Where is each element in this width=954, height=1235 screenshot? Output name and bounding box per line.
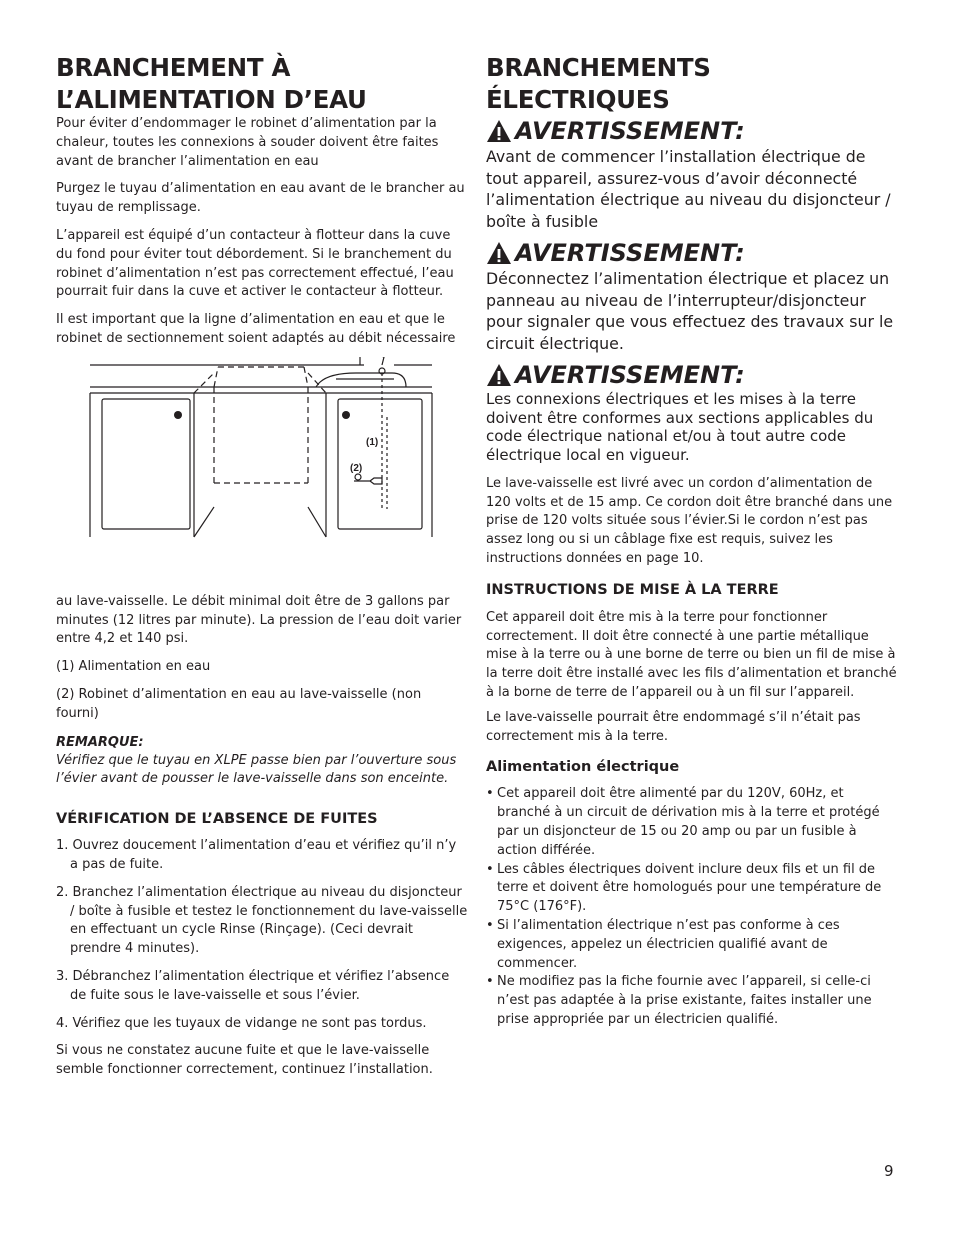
paragraph-solder: Pour éviter d’endommager le robinet d’alimentation par la chaleur, toutes les connexions à souder doivent être faites avant de brancher l’alimentation en eau: [56, 116, 439, 169]
electrical-title: BRANCHEMENTS ÉLECTRIQUES: [486, 53, 711, 114]
warning-label: AVERTISSEMENT:: [515, 361, 745, 389]
diagram-label-supply: (1): [366, 436, 379, 448]
paragraph-grounding-1: Cet appareil doit être mis à la terre pour fonctionner correctement. Il doit être connecté à une partie métallique mise à la terre ou à une borne de terre ou bien un fil de mise à la terre doit être installé avec les fils d’alimentation et branché à la borne de terre de l’appareil ou à un fil sur l’appareil.: [486, 609, 897, 700]
list-item: • Les câbles électriques doivent inclure deux fils et un fil de terre et doivent être homologués pour une température de 75°C (176°F).: [486, 861, 898, 917]
warning-heading-1: [486, 116, 898, 146]
installation-diagram: [54, 357, 436, 589]
warning-label: AVERTISSEMENT:: [515, 239, 745, 267]
warning-text-3: Les connexions électriques et les mises à la terre doivent être conformes aux sections applicables du code électrique national et/ou à tout autre code électrique local en vigueur.: [486, 390, 874, 465]
warning-heading-2: [486, 238, 898, 268]
diagram-label-valve: (2): [350, 462, 363, 474]
water-supply-title-line1: BRANCHEMENT À: [56, 53, 291, 82]
warning-label: AVERTISSEMENT:: [515, 117, 745, 145]
warning-text-2: Déconnectez l’alimentation électrique et placez un panneau au niveau de l’interrupteur/disjoncteur pour signaler que vous effectuez des travaux sur le circuit électrique.: [486, 269, 894, 353]
paragraph-float-switch: L’appareil est équipé d’un contacteur à flotteur dans la cuve du fond pour éviter tout débordement. Si le branchement du robinet d’alimentation n’est pas correctement effectué, l’eau pourrait fuir dans la cuve et activer le contacteur à flotteur.: [56, 227, 454, 300]
leak-check-heading: VÉRIFICATION DE L’ABSENCE DE FUITES: [56, 811, 378, 828]
list-item: • Cet appareil doit être alimenté par du 120V, 60Hz, et branché à un circuit de dérivation mis à la terre et protégé par un disjoncteur de 15 ou 20 amp ou par un fusible à action différée.: [486, 785, 898, 860]
legend-water-supply: (1) Alimentation en eau: [56, 659, 211, 675]
power-supply-heading: Alimentation électrique: [486, 759, 680, 776]
water-supply-title: [56, 52, 468, 116]
left-column: [56, 52, 468, 1089]
warning-text-1: Avant de commencer l’installation électrique de tout appareil, assurez-vous d’avoir déconnecté l’alimentation électrique au niveau du disjoncteur / boîte à fusible: [486, 147, 891, 231]
power-supply-list: [486, 785, 898, 1029]
list-item: 4. Vérifiez que les tuyaux de vidange ne sont pas tordus.: [56, 1015, 427, 1031]
warning-triangle-icon: [486, 119, 512, 143]
grounding-heading: INSTRUCTIONS DE MISE À LA TERRE: [486, 581, 779, 598]
warning-heading-3: [486, 360, 898, 390]
list-item: 3. Débranchez l’alimentation électrique et vérifiez l’absence de fuite sous le lave-vaisselle et sous l’évier.: [56, 968, 450, 1003]
paragraph-purge: Purgez le tuyau d’alimentation en eau avant de le brancher au tuyau de remplissage.: [56, 181, 465, 216]
warning-triangle-icon: [486, 363, 512, 387]
paragraph-grounding-2: Le lave-vaisselle pourrait être endommagé s’il n’était pas correctement mis à la terre.: [486, 709, 861, 744]
paragraph-flow-rate: au lave-vaisselle. Le débit minimal doit être de 3 gallons par minutes (12 litres par minute). La pression de l’eau doit varier entre 4,2 et 140 psi.: [56, 593, 462, 647]
page-number: 9: [884, 1162, 894, 1180]
paragraph-flow-intro: Il est important que la ligne d’alimentation en eau et que le robinet de sectionnement soient adaptés au débit nécessaire: [56, 312, 456, 346]
list-item: 1. Ouvrez doucement l’alimentation d’eau et vérifiez qu’il n’y a pas de fuite.: [56, 838, 457, 872]
paragraph-power-cord: Le lave-vaisselle est livré avec un cordon d’alimentation de 120 volts et de 15 amp. Ce cordon doit être branché dans une prise de 120 volts située sous l’évier.Si le cordon n’est pas assez long ou si un câblage fixe est requis, suivez les instructions données en page 10.: [486, 475, 893, 566]
list-item: • Ne modifiez pas la fiche fournie avec l’appareil, si celle-ci n’est pas adaptée à la prise existante, faites installer une prise appropriée par un électricien qualifié.: [486, 973, 898, 1029]
list-item: • Si l’alimentation électrique n’est pas conforme à ces exigences, appelez un électricien qualifié avant de commencer.: [486, 917, 898, 973]
note-text: Vérifiez que le tuyau en XLPE passe bien par l’ouverture sous l’évier avant de pousser le lave-vaisselle dans son enceinte.: [56, 752, 457, 787]
water-supply-title-line2: L’ALIMENTATION D’EAU: [56, 85, 367, 114]
warning-triangle-icon: [486, 241, 512, 265]
paragraph-closing: Si vous ne constatez aucune fuite et que le lave-vaisselle semble fonctionner correctement, continuez l’installation.: [56, 1043, 433, 1078]
note-label: REMARQUE:: [56, 734, 144, 750]
right-column: [486, 52, 898, 1030]
legend-valve: (2) Robinet d’alimentation en eau au lave-vaisselle (non fourni): [56, 686, 422, 721]
leak-check-steps: [56, 837, 468, 1033]
list-item: 2. Branchez l’alimentation électrique au niveau du disjoncteur / boîte à fusible et testez le fonctionnement du lave-vaisselle en effectuant un cycle Rinse (Rinçage). (Ceci devrait prendre 4 minutes).: [56, 884, 468, 957]
